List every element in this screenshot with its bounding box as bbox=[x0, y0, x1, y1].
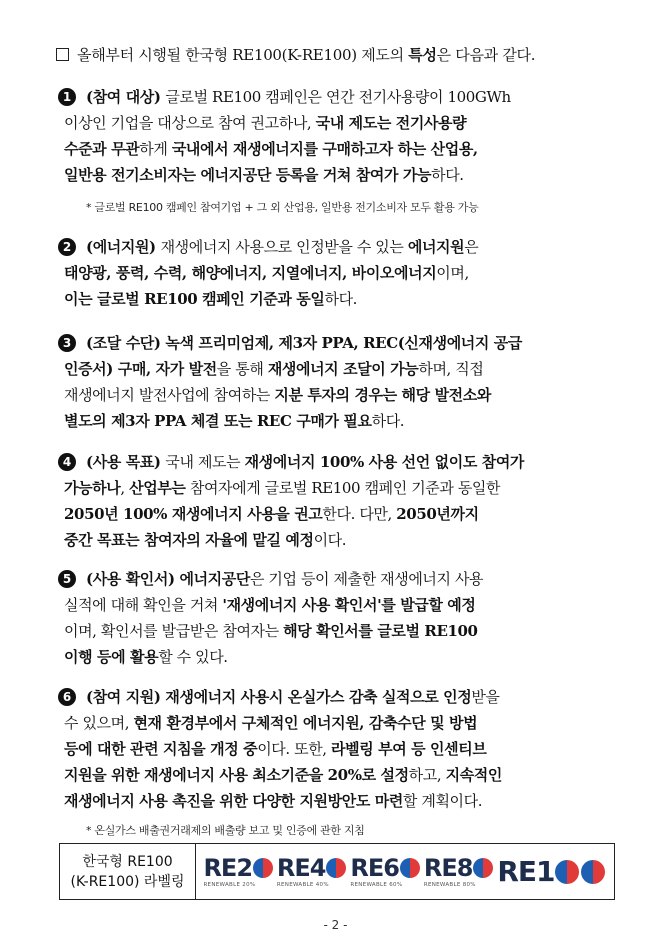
text-line bbox=[58, 110, 618, 136]
logo-digit: 6 bbox=[383, 854, 399, 882]
logo-zero-circle-icon bbox=[473, 858, 493, 878]
plain-text: 참여자에게 글로벌 RE100 캠페인 기준과 동일한 bbox=[185, 479, 501, 497]
text-line bbox=[58, 408, 618, 434]
bold-text: 별도의 제3자 PPA 체결 또는 REC 구매가 필요 bbox=[64, 412, 372, 430]
labeling-title bbox=[60, 844, 196, 899]
bold-text: (참여 대상) bbox=[86, 88, 166, 106]
bold-text: 등에 대한 관련 지침을 개정 중 bbox=[64, 740, 258, 758]
text-line bbox=[58, 449, 618, 475]
bold-text: 태양광, 풍력, 수력, 해양에너지, 지열에너지, 바이오에너지 bbox=[64, 264, 437, 282]
plain-text: 글로벌 RE100 캠페인은 연간 전기사용량이 100GWh bbox=[165, 88, 511, 106]
item-procurement-method bbox=[58, 330, 618, 434]
logo-zero-circle-icon bbox=[253, 858, 273, 878]
labeling-title-line1: 한국형 RE100 bbox=[82, 853, 173, 870]
text-line bbox=[58, 162, 618, 188]
footnote: * 글로벌 RE100 캠페인 참여기업 + 그 외 산업용, 일반용 전기소비자 모두 활용 가능 bbox=[86, 201, 479, 214]
bold-text: 지원을 위한 재생에너지 사용 최소기준을 20%로 설정 bbox=[64, 766, 409, 784]
logo-prefix: RE bbox=[423, 854, 457, 882]
plain-text: 하다. bbox=[431, 166, 464, 184]
logo-caption: RENEWABLE 80% bbox=[423, 882, 476, 888]
text-line bbox=[58, 501, 618, 527]
plain-text: 이며, bbox=[436, 264, 469, 282]
text-line bbox=[58, 736, 618, 762]
plain-text: 할 수 있다. bbox=[158, 648, 228, 666]
bold-text: (조달 수단) bbox=[86, 334, 166, 352]
logo-caption: RENEWABLE 20% bbox=[203, 882, 256, 888]
item-text bbox=[58, 330, 618, 434]
logo-zero-circle-icon bbox=[581, 860, 605, 884]
bold-text: 해당 확인서를 글로벌 RE100 bbox=[283, 622, 478, 640]
plain-text: 이다. 또한, bbox=[257, 740, 332, 758]
text-line bbox=[58, 527, 618, 553]
item-text bbox=[58, 234, 618, 312]
bold-text: 이행 등에 활용 bbox=[64, 648, 159, 666]
text-line bbox=[58, 475, 618, 501]
checkbox-square-icon bbox=[56, 48, 69, 61]
logo-zero-circle-icon bbox=[555, 860, 579, 884]
bold-text: 라벨링 부여 등 인센티브 bbox=[331, 740, 487, 758]
labeling-title-line2: (K-RE100) 라벨링 bbox=[70, 873, 185, 890]
plain-text: 실적에 대해 확인을 거쳐 bbox=[64, 596, 223, 614]
item-usage-target bbox=[58, 449, 618, 553]
plain-text: 하다. bbox=[371, 412, 405, 430]
plain-text: 이상인 기업을 대상으로 참여 권고하나, bbox=[64, 114, 316, 132]
bold-text: 일반용 전기소비자는 에너지공단 등록을 거쳐 참여가 가능 bbox=[64, 166, 432, 184]
bold-text: 수준과 무관 bbox=[64, 140, 140, 158]
plain-text: 은 기업 등이 제출한 재생에너지 사용 bbox=[249, 570, 484, 588]
plain-text: 국내 제도는 bbox=[165, 453, 245, 471]
bold-text: 녹색 프리미엄제, 제3자 PPA, REC(신재생에너지 공급 bbox=[165, 334, 522, 352]
plain-text: 받을 bbox=[471, 688, 500, 706]
plain-text: 이며, 확인서를 발급받은 참여자는 bbox=[64, 622, 284, 640]
bold-text: (참여 지원) bbox=[86, 688, 166, 706]
plain-text: 이다. bbox=[313, 531, 347, 549]
item-text bbox=[58, 84, 618, 188]
re60-logo bbox=[350, 855, 421, 888]
bold-text: 2050년 100% 재생에너지 사용을 권고 bbox=[64, 505, 323, 523]
logo-caption: RENEWABLE 60% bbox=[350, 882, 403, 888]
bold-text: (사용 확인서) bbox=[86, 570, 180, 588]
circled-number-icon: 4 bbox=[58, 453, 76, 471]
bold-text: 이는 글로벌 RE100 캠페인 기준과 동일 bbox=[64, 290, 325, 308]
bold-text: 재생에너지 사용시 온실가스 감축 실적으로 인정 bbox=[165, 688, 472, 706]
re40-logo bbox=[277, 855, 348, 888]
text-line bbox=[58, 330, 618, 356]
bold-text: 재생에너지 100% 사용 선언 없이도 참여가 bbox=[244, 453, 525, 471]
footnote: * 온실가스 배출권거래제의 배출량 보고 및 인증에 관한 지침 bbox=[86, 824, 365, 837]
headline-prefix: 올해부터 시행될 한국형 RE100(K-RE100) 제도의 bbox=[77, 46, 409, 64]
headline-suffix: 은 다음과 같다. bbox=[436, 46, 536, 64]
text-line bbox=[58, 788, 618, 814]
text-line bbox=[58, 84, 618, 110]
re100-logo bbox=[497, 854, 606, 888]
bold-text: 2050년까지 bbox=[396, 505, 479, 523]
logo-prefix: RE bbox=[497, 854, 536, 888]
headline bbox=[56, 44, 636, 65]
plain-text: 하고, bbox=[408, 766, 446, 784]
bold-text: 현재 환경부에서 구체적인 에너지원, 감축수단 및 방법 bbox=[133, 714, 478, 732]
logo-zero-circle-icon bbox=[326, 858, 346, 878]
item-text bbox=[58, 566, 618, 670]
page-number: - 2 - bbox=[323, 918, 348, 932]
bold-text: 국내 제도는 전기사용량 bbox=[315, 114, 467, 132]
logo-digit: 1 bbox=[536, 854, 555, 888]
item-participation-target bbox=[58, 84, 618, 188]
text-line bbox=[58, 762, 618, 788]
plain-text: 한다. 다만, bbox=[322, 505, 397, 523]
bold-text: 가능하나 bbox=[64, 479, 121, 497]
text-line bbox=[58, 260, 618, 286]
item-text bbox=[58, 684, 618, 814]
text-line bbox=[58, 710, 618, 736]
circled-number-icon: 5 bbox=[58, 570, 76, 588]
text-line bbox=[58, 684, 618, 710]
item-text bbox=[58, 449, 618, 553]
logo-caption: RENEWABLE 40% bbox=[276, 882, 329, 888]
bold-text: 지속적인 bbox=[445, 766, 502, 784]
logo-prefix: RE bbox=[350, 854, 384, 882]
logo-digit: 2 bbox=[236, 854, 253, 882]
plain-text: 할 계획이다. bbox=[402, 792, 483, 810]
item-usage-certificate bbox=[58, 566, 618, 670]
text-line bbox=[58, 382, 618, 408]
plain-text: 을 통해 bbox=[216, 360, 268, 378]
bold-text: 재생에너지 사용 촉진을 위한 다양한 지원방안도 마련 bbox=[64, 792, 403, 810]
circled-number-icon: 1 bbox=[58, 88, 76, 106]
bold-text: 인증서) 구매, 자가 발전 bbox=[64, 360, 217, 378]
plain-text: 수 있으며, bbox=[64, 714, 134, 732]
circled-number-icon: 2 bbox=[58, 238, 76, 256]
bold-text: '재생에너지 사용 확인서'를 발급할 예정 bbox=[222, 596, 476, 614]
bold-text: (사용 목표) bbox=[86, 453, 166, 471]
bold-text: 재생에너지 조달이 가능 bbox=[267, 360, 419, 378]
labeling-logos bbox=[196, 844, 614, 899]
bold-text: 국내에서 재생에너지를 구매하고자 하는 산업용, bbox=[171, 140, 478, 158]
re20-logo bbox=[203, 855, 274, 888]
text-line bbox=[58, 234, 618, 260]
text-line bbox=[58, 356, 618, 382]
logo-zero-circle-icon bbox=[400, 858, 420, 878]
plain-text: 재생에너지 사용으로 인정받을 수 있는 bbox=[160, 238, 408, 256]
headline-bold: 특성 bbox=[408, 46, 437, 64]
logo-digit: 4 bbox=[309, 854, 326, 882]
item-energy-source bbox=[58, 234, 618, 312]
text-line bbox=[58, 286, 618, 312]
bold-text: (에너지원) bbox=[86, 238, 161, 256]
text-line bbox=[58, 618, 618, 644]
bold-text: 에너지원 bbox=[407, 238, 465, 256]
text-line bbox=[58, 566, 618, 592]
plain-text: 재생에너지 발전사업에 참여하는 bbox=[64, 386, 275, 404]
re80-logo bbox=[424, 855, 495, 888]
plain-text: 하며, 직접 bbox=[418, 360, 484, 378]
logo-prefix: RE bbox=[276, 854, 310, 882]
bold-text: 산업부는 bbox=[129, 479, 186, 497]
bold-text: 중간 목표는 참여자의 자율에 맡길 예정 bbox=[64, 531, 314, 549]
bold-text: 지분 투자의 경우는 해당 발전소와 bbox=[274, 386, 491, 404]
text-line bbox=[58, 592, 618, 618]
logo-prefix: RE bbox=[203, 854, 237, 882]
labeling-table bbox=[59, 843, 615, 900]
plain-text: 하다. bbox=[324, 290, 358, 308]
plain-text: 하게 bbox=[139, 140, 172, 158]
logo-digit: 8 bbox=[456, 854, 473, 882]
text-line bbox=[58, 644, 618, 670]
plain-text: , bbox=[120, 479, 130, 497]
text-line bbox=[58, 136, 618, 162]
item-participation-support bbox=[58, 684, 618, 814]
circled-number-icon: 6 bbox=[58, 688, 76, 706]
circled-number-icon: 3 bbox=[58, 334, 76, 352]
bold-text: 에너지공단 bbox=[179, 570, 250, 588]
plain-text: 은 bbox=[464, 238, 479, 256]
